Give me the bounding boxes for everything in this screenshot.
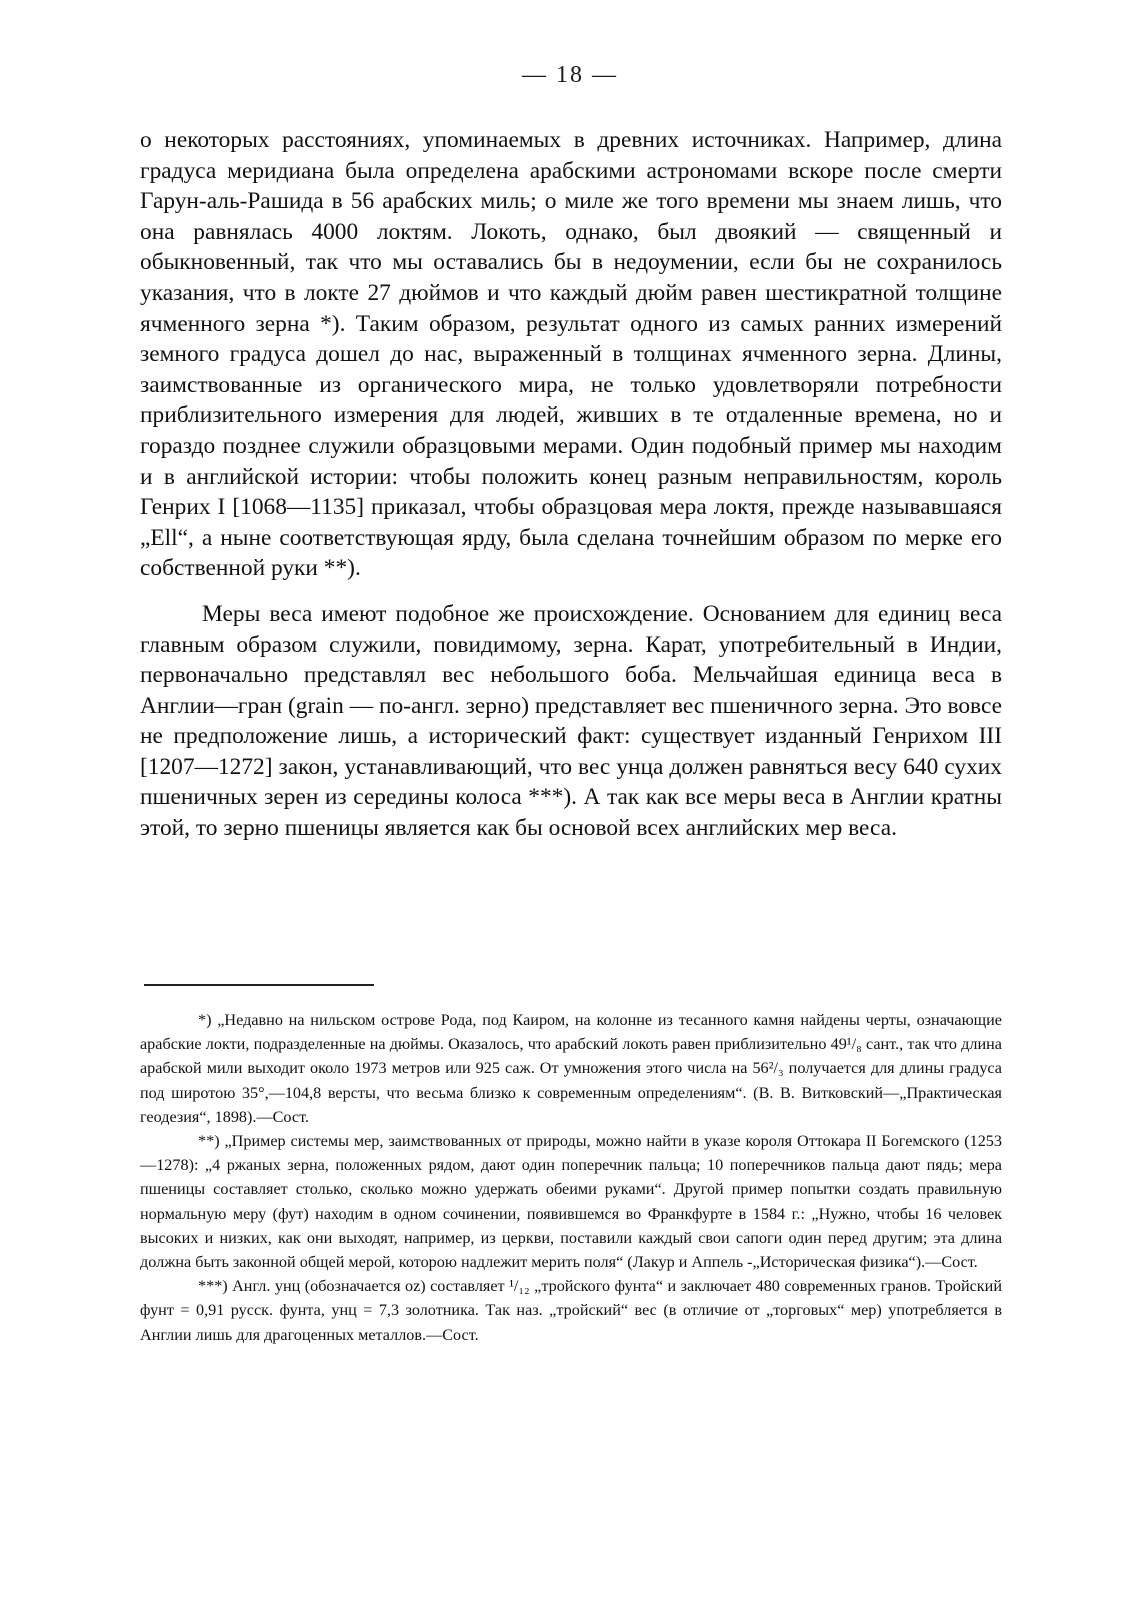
main-text [140,125,1002,844]
page-number: — 18 — [522,62,618,88]
paragraph-2: Меры веса имеют подобное же происхождение. Основанием для единиц веса главным образом служили, повидимому, зерна. Карат, употребительный в Индии, первоначально представлял вес небольшого боба. Мельчайшая единица веса в Англии—гран (grain — по-англ. зерно) представляет вес пшеничного зерна. Это вовсе не предположение лишь, а исторический факт: существует изданный Генрихом III [1207—1272] закон, устанавливающий, что вес унца должен равняться весу 640 сухих пшеничных зерен из середины колоса ***). А так как все меры веса в Англии кратны этой, то зерно пшеницы является как бы основой всех английских мер веса. [140,600,1002,842]
footnote-separator [144,984,374,986]
footnote-3: ***) Англ. унц (обозначается oz) составляет ¹/₁₂ „тройского фунта“ и заключает 480 современных гранов. Тройский фунт = 0,91 русск. фунта, унц = 7,3 золотника. Так наз. „тройский“ вес (в отличие от „торговых“ мер) употребляется в Англии лишь для драгоценных металлов.—Сост. [140,1277,1002,1344]
paragraph-1: о некоторых расстояниях, упоминаемых в древних источниках. Например, длина градуса меридиана была определена арабскими астрономами вскоре после смерти Гарун-аль-Рашида в 56 арабских миль; о миле же того времени мы знаем лишь, что она равнялась 4000 локтям. Локоть, однако, был двоякий — священный и обыкновенный, так что мы оставались бы в недоумении, если бы не сохранилось указания, что в локте 27 дюймов и что каждый дюйм равен шестикратной толщине ячменного зерна *). Таким образом, результат одного из самых ранних измерений земного градуса дошел до нас, выраженный в толщинах ячменного зерна. Длины, заимствованные из органического мира, не только удовлетворяли потребности приблизительного измерения для людей, живших в те отдаленные времена, но и гораздо позднее служили образцовыми мерами. Один подобный пример мы находим и в английской истории: чтобы положить конец разным неправильностям, король Генрих I [1068—1135] приказал, чтобы образцовая мера локтя, прежде называвшаяся „Ell“, а ныне соответствующая ярду, была сделана точнейшим образом по мерке его собственной руки **). [140,127,1002,582]
footnote-1: *) „Недавно на нильском острове Рода, под Каиром, на колонне из тесанного камня найдены черты, означающие арабские локти, подразделенные на дюймы. Оказалось, что арабский локоть равен приблизительно 49¹/₈ сант., так что длина арабской мили выходит около 1973 метров или 925 саж. От умножения этого числа на 56²/₃ получается для длины градуса под широтою 35°,—104,8 версты, что весьма близко к современным определениям“. (В. В. Витковский—„Практическая геодезия“, 1898).—Сост. [140,1011,1002,1126]
footnotes [140,1008,1002,1347]
footnote-2: **) „Пример системы мер, заимствованных от природы, можно найти в указе короля Оттокара II Богемского (1253—1278): „4 ржаных зерна, положенных рядом, дают один поперечник пальца; 10 поперечников пальца дают пядь; мера пшеницы составляет столько, сколько можно удержать обеими руками“. Другой пример попытки создать правильную нормальную меру (фут) находим в одном сочинении, появившемся во Франкфурте в 1584 г.: „Нужно, чтобы 16 человек высоких и низких, как они выходят, например, из церкви, поставили каждый свои сапоги один перед другим; эта длина должна быть законной общей мерой, которою надлежит мерить поля“ (Лакур и Аппель -„Историческая физика“).—Сост. [140,1132,1002,1272]
